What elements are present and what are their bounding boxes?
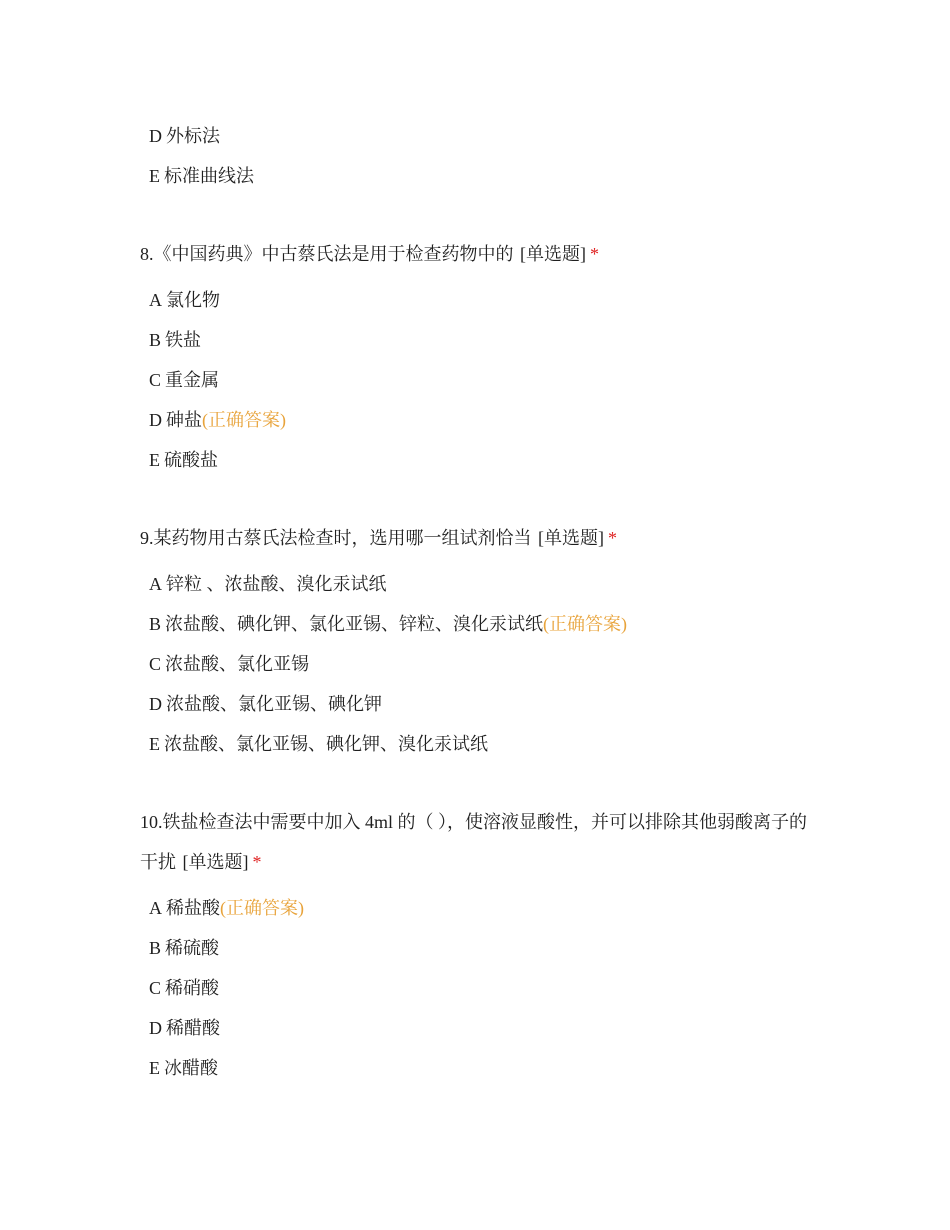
question-type: [单选题] <box>520 244 586 264</box>
option-letter: D <box>149 694 162 714</box>
option-text: 重金属 <box>165 370 220 390</box>
question-title <box>140 518 810 558</box>
option-letter: A <box>149 574 162 594</box>
question-8 <box>140 234 950 480</box>
option-text: 稀醋酸 <box>166 1018 220 1038</box>
question-10 <box>140 802 950 1088</box>
option-item <box>140 644 950 684</box>
correct-answer-mark: (正确答案) <box>202 410 286 430</box>
question-title <box>140 234 810 274</box>
option-item <box>140 604 950 644</box>
option-letter: B <box>149 938 162 958</box>
option-item <box>140 564 950 604</box>
required-mark: * <box>608 528 617 548</box>
option-text: 稀盐酸 <box>166 898 220 918</box>
option-text: 浓盐酸、氯化亚锡 <box>165 654 310 674</box>
option-letter: B <box>149 614 162 634</box>
option-item <box>140 400 950 440</box>
option-item <box>140 888 950 928</box>
question-text: 10.铁盐检查法中需要中加入 4ml 的（ ），使溶液显酸性，并可以排除其他弱酸离子的干扰 <box>140 812 807 872</box>
correct-answer-mark: (正确答案) <box>220 898 304 918</box>
option-text: 浓盐酸、碘化钾、氯化亚锡、锌粒、溴化汞试纸 <box>165 614 544 634</box>
question-text: 9.某药物用古蔡氏法检查时，选用哪一组试剂恰当 <box>140 528 532 548</box>
option-letter: C <box>149 370 162 390</box>
option-letter: D <box>149 1018 162 1038</box>
option-item <box>140 1048 950 1088</box>
option-text: 氯化物 <box>166 290 220 310</box>
option-text: 稀硝酸 <box>165 978 220 998</box>
option-text: 锌粒 、浓盐酸、溴化汞试纸 <box>166 574 387 594</box>
option-letter: E <box>149 734 160 754</box>
option-item <box>140 156 950 196</box>
correct-answer-mark: (正确答案) <box>543 614 628 634</box>
option-letter: E <box>149 1058 160 1078</box>
question-type: [单选题] <box>182 852 249 872</box>
option-item <box>140 1008 950 1048</box>
option-letter: C <box>149 978 162 998</box>
question-type: [单选题] <box>538 528 604 548</box>
option-item <box>140 320 950 360</box>
option-item <box>140 968 950 1008</box>
option-item <box>140 360 950 400</box>
question-title <box>140 802 810 882</box>
continued-options <box>140 0 950 196</box>
option-text: 硫酸盐 <box>164 450 218 470</box>
option-letter: A <box>149 898 162 918</box>
question-9 <box>140 518 950 764</box>
option-item <box>140 440 950 480</box>
option-item <box>140 724 950 764</box>
option-item <box>140 280 950 320</box>
option-text: 稀硫酸 <box>165 938 220 958</box>
option-letter: D <box>149 126 162 146</box>
option-text: 砷盐 <box>166 410 202 430</box>
required-mark: * <box>252 852 262 872</box>
option-text: 浓盐酸、氯化亚锡、碘化钾 <box>166 694 382 714</box>
option-letter: E <box>149 166 160 186</box>
option-letter: A <box>149 290 162 310</box>
option-letter: C <box>149 654 162 674</box>
option-text: 铁盐 <box>165 330 202 350</box>
option-item <box>140 116 950 156</box>
option-text: 标准曲线法 <box>164 166 254 186</box>
option-letter: B <box>149 330 162 350</box>
option-letter: D <box>149 410 162 430</box>
question-text: 8.《中国药典》中古蔡氏法是用于检查药物中的 <box>140 244 514 264</box>
option-item <box>140 928 950 968</box>
option-letter: E <box>149 450 160 470</box>
required-mark: * <box>590 244 599 264</box>
option-text: 外标法 <box>166 126 220 146</box>
option-item <box>140 684 950 724</box>
option-text: 浓盐酸、氯化亚锡、碘化钾、溴化汞试纸 <box>164 734 488 754</box>
option-text: 冰醋酸 <box>164 1058 218 1078</box>
